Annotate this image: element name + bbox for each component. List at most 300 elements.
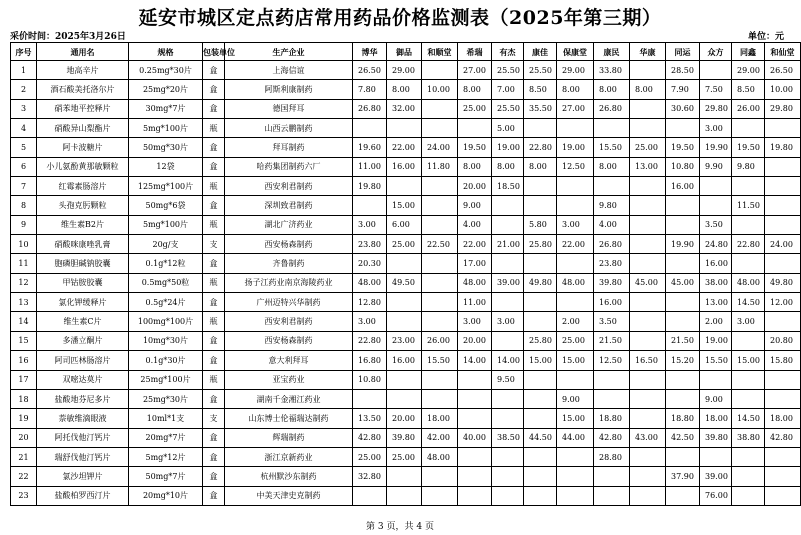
cell-price-kangjia: 25.50 <box>524 61 557 80</box>
cell-price-youjie: 9.50 <box>492 370 524 389</box>
cell-index: 22 <box>11 467 37 486</box>
cell-price-youjie <box>492 215 524 234</box>
cell-spec: 10ml*1支 <box>129 409 203 428</box>
cell-index: 14 <box>11 312 37 331</box>
cell-manufacturer: 山西云鹏制药 <box>225 119 353 138</box>
cell-price-tongyun: 30.60 <box>666 99 700 118</box>
cell-index: 20 <box>11 428 37 447</box>
cell-price-tongxin: 11.50 <box>732 196 765 215</box>
table-row <box>11 235 801 254</box>
cell-price-huakang <box>630 119 666 138</box>
cell-price-huakang <box>630 409 666 428</box>
cell-price-zhongfang <box>700 196 732 215</box>
cell-price-xirui: 4.00 <box>458 215 492 234</box>
cell-price-kangmin: 18.80 <box>594 409 630 428</box>
cell-spec: 50mg*30片 <box>129 138 203 157</box>
cell-price-yupin <box>387 177 422 196</box>
cell-pack-unit: 瓶 <box>203 177 225 196</box>
cell-price-tongyun: 45.00 <box>666 273 700 292</box>
cell-spec: 5mg*12片 <box>129 447 203 466</box>
cell-price-tongyun <box>666 486 700 505</box>
cell-price-tongxin <box>732 467 765 486</box>
cell-price-zhongfang: 24.80 <box>700 235 732 254</box>
table-row <box>11 389 801 408</box>
table-row <box>11 293 801 312</box>
col-header-store-zhongfang: 众方 <box>700 43 732 61</box>
cell-pack-unit: 瓶 <box>203 273 225 292</box>
cell-price-zhongfang: 3.50 <box>700 215 732 234</box>
cell-price-xirui <box>458 119 492 138</box>
cell-manufacturer: 哈药集团制药六厂 <box>225 157 353 176</box>
cell-price-hexiantang: 24.00 <box>765 235 801 254</box>
cell-spec: 25mg*100片 <box>129 370 203 389</box>
cell-price-youjie: 18.50 <box>492 177 524 196</box>
col-header-store-huakang: 华康 <box>630 43 666 61</box>
cell-price-baokangtang <box>557 370 594 389</box>
cell-spec: 25mg*30片 <box>129 389 203 408</box>
cell-price-baokangtang: 29.00 <box>557 61 594 80</box>
cell-index: 17 <box>11 370 37 389</box>
cell-price-kangmin: 42.80 <box>594 428 630 447</box>
cell-price-tongyun <box>666 254 700 273</box>
cell-price-kangmin: 12.50 <box>594 351 630 370</box>
cell-price-yupin: 16.00 <box>387 157 422 176</box>
cell-price-tongxin: 48.00 <box>732 273 765 292</box>
cell-price-heshuntang: 24.00 <box>422 138 458 157</box>
cell-price-kangjia: 49.80 <box>524 273 557 292</box>
cell-price-huakang <box>630 331 666 350</box>
cell-price-yupin <box>387 389 422 408</box>
cell-price-youjie: 5.00 <box>492 119 524 138</box>
cell-price-hexiantang: 10.00 <box>765 80 801 99</box>
cell-index: 11 <box>11 254 37 273</box>
cell-price-yupin: 22.00 <box>387 138 422 157</box>
col-header-store-yupin: 御品 <box>387 43 422 61</box>
cell-price-huakang <box>630 389 666 408</box>
cell-price-huakang <box>630 177 666 196</box>
cell-price-zhongfang: 39.00 <box>700 467 732 486</box>
cell-index: 1 <box>11 61 37 80</box>
cell-generic-name: 头孢克肟颗粒 <box>37 196 129 215</box>
cell-price-yupin: 8.00 <box>387 80 422 99</box>
cell-price-yupin <box>387 312 422 331</box>
cell-price-tongxin <box>732 177 765 196</box>
cell-price-baokangtang: 2.00 <box>557 312 594 331</box>
cell-price-kangjia: 8.50 <box>524 80 557 99</box>
cell-price-huakang: 16.50 <box>630 351 666 370</box>
cell-price-kangjia: 25.80 <box>524 235 557 254</box>
cell-price-zhongfang: 29.80 <box>700 99 732 118</box>
col-header-spec: 规格 <box>129 43 203 61</box>
cell-index: 12 <box>11 273 37 292</box>
cell-price-baokangtang <box>557 467 594 486</box>
cell-price-zhongfang: 39.80 <box>700 428 732 447</box>
cell-generic-name: 盐酸地芬尼多片 <box>37 389 129 408</box>
cell-price-kangmin <box>594 389 630 408</box>
cell-price-yupin: 16.00 <box>387 351 422 370</box>
cell-price-kangjia: 15.00 <box>524 351 557 370</box>
cell-pack-unit: 盒 <box>203 389 225 408</box>
col-header-store-baokangtang: 保康堂 <box>557 43 594 61</box>
cell-price-xirui: 20.00 <box>458 331 492 350</box>
cell-pack-unit: 支 <box>203 409 225 428</box>
cell-generic-name: 地高辛片 <box>37 61 129 80</box>
cell-index: 18 <box>11 389 37 408</box>
cell-price-yupin <box>387 119 422 138</box>
cell-price-baokangtang: 8.00 <box>557 80 594 99</box>
cell-price-xirui: 8.00 <box>458 80 492 99</box>
cell-price-xirui: 19.50 <box>458 138 492 157</box>
cell-price-yupin <box>387 467 422 486</box>
cell-price-bohua: 19.80 <box>353 177 387 196</box>
cell-pack-unit: 瓶 <box>203 119 225 138</box>
table-row <box>11 157 801 176</box>
cell-spec: 20g/支 <box>129 235 203 254</box>
cell-price-xirui <box>458 370 492 389</box>
cell-spec: 25mg*20片 <box>129 80 203 99</box>
cell-price-youjie: 3.00 <box>492 312 524 331</box>
cell-manufacturer: 辉瑞制药 <box>225 428 353 447</box>
cell-generic-name: 阿卡波糖片 <box>37 138 129 157</box>
cell-price-kangmin <box>594 370 630 389</box>
cell-price-youjie <box>492 254 524 273</box>
cell-price-kangmin: 33.80 <box>594 61 630 80</box>
cell-pack-unit: 盒 <box>203 254 225 273</box>
cell-price-bohua <box>353 119 387 138</box>
cell-price-zhongfang <box>700 177 732 196</box>
cell-price-kangjia <box>524 409 557 428</box>
cell-price-yupin: 25.00 <box>387 235 422 254</box>
cell-spec: 50mg*6袋 <box>129 196 203 215</box>
cell-price-kangmin: 21.50 <box>594 331 630 350</box>
cell-price-yupin: 32.00 <box>387 99 422 118</box>
cell-price-heshuntang <box>422 254 458 273</box>
cell-pack-unit: 盒 <box>203 293 225 312</box>
cell-price-bohua: 26.50 <box>353 61 387 80</box>
cell-generic-name: 氯化钾缓释片 <box>37 293 129 312</box>
cell-manufacturer: 意大利拜耳 <box>225 351 353 370</box>
cell-manufacturer: 拜耳制药 <box>225 138 353 157</box>
cell-price-tongyun: 7.90 <box>666 80 700 99</box>
cell-spec: 0.5g*24片 <box>129 293 203 312</box>
cell-price-youjie <box>492 196 524 215</box>
cell-price-kangmin: 23.80 <box>594 254 630 273</box>
cell-index: 23 <box>11 486 37 505</box>
cell-price-bohua: 22.80 <box>353 331 387 350</box>
cell-index: 2 <box>11 80 37 99</box>
cell-index: 5 <box>11 138 37 157</box>
cell-price-zhongfang: 38.00 <box>700 273 732 292</box>
cell-price-tongyun: 18.80 <box>666 409 700 428</box>
cell-price-youjie: 8.00 <box>492 157 524 176</box>
cell-index: 10 <box>11 235 37 254</box>
cell-price-xirui: 11.00 <box>458 293 492 312</box>
cell-price-tongxin: 3.00 <box>732 312 765 331</box>
cell-generic-name: 多潘立酮片 <box>37 331 129 350</box>
cell-price-kangmin: 28.80 <box>594 447 630 466</box>
cell-price-tongxin <box>732 331 765 350</box>
col-header-store-youjie: 有杰 <box>492 43 524 61</box>
table-row <box>11 215 801 234</box>
cell-price-kangjia <box>524 177 557 196</box>
cell-price-hexiantang <box>765 370 801 389</box>
cell-price-xirui: 9.00 <box>458 196 492 215</box>
table-header-row <box>11 43 801 61</box>
cell-price-zhongfang: 16.00 <box>700 254 732 273</box>
cell-price-tongxin <box>732 215 765 234</box>
page-title: 延安市城区定点药店常用药品价格监测表（2025年第三期） <box>138 7 662 29</box>
cell-price-bohua: 10.80 <box>353 370 387 389</box>
cell-index: 19 <box>11 409 37 428</box>
cell-spec: 50mg*7片 <box>129 467 203 486</box>
cell-price-bohua: 42.80 <box>353 428 387 447</box>
cell-price-bohua: 32.80 <box>353 467 387 486</box>
cell-price-heshuntang <box>422 61 458 80</box>
cell-price-bohua <box>353 389 387 408</box>
table-row <box>11 428 801 447</box>
cell-price-xirui <box>458 467 492 486</box>
cell-price-hexiantang <box>765 447 801 466</box>
cell-price-xirui: 8.00 <box>458 157 492 176</box>
cell-pack-unit: 瓶 <box>203 312 225 331</box>
cell-price-kangjia: 5.80 <box>524 215 557 234</box>
cell-price-bohua: 48.00 <box>353 273 387 292</box>
cell-index: 6 <box>11 157 37 176</box>
cell-price-zhongfang: 19.00 <box>700 331 732 350</box>
cell-price-huakang <box>630 293 666 312</box>
cell-price-tongyun <box>666 447 700 466</box>
cell-price-huakang <box>630 447 666 466</box>
cell-price-youjie <box>492 447 524 466</box>
cell-pack-unit: 盒 <box>203 196 225 215</box>
cell-price-hexiantang: 26.50 <box>765 61 801 80</box>
cell-price-hexiantang: 12.00 <box>765 293 801 312</box>
cell-generic-name: 红霉素肠溶片 <box>37 177 129 196</box>
cell-price-tongxin <box>732 389 765 408</box>
cell-pack-unit: 盒 <box>203 80 225 99</box>
table-row <box>11 312 801 331</box>
cell-price-hexiantang <box>765 389 801 408</box>
cell-price-bohua: 7.80 <box>353 80 387 99</box>
col-header-store-kangmin: 康民 <box>594 43 630 61</box>
cell-price-tongyun: 15.20 <box>666 351 700 370</box>
cell-price-huakang <box>630 467 666 486</box>
cell-price-tongyun: 42.50 <box>666 428 700 447</box>
cell-price-youjie <box>492 293 524 312</box>
cell-price-kangmin <box>594 119 630 138</box>
table-row <box>11 273 801 292</box>
cell-price-bohua: 16.80 <box>353 351 387 370</box>
cell-price-huakang <box>630 486 666 505</box>
cell-price-kangmin: 16.00 <box>594 293 630 312</box>
cell-generic-name: 硝苯地平控释片 <box>37 99 129 118</box>
col-header-index: 序号 <box>11 43 37 61</box>
cell-price-yupin <box>387 370 422 389</box>
table-row <box>11 467 801 486</box>
cell-pack-unit: 盒 <box>203 157 225 176</box>
cell-price-baokangtang: 9.00 <box>557 389 594 408</box>
cell-price-youjie: 7.00 <box>492 80 524 99</box>
cell-index: 21 <box>11 447 37 466</box>
cell-manufacturer: 扬子江药业南京海陵药业 <box>225 273 353 292</box>
cell-price-tongyun: 28.50 <box>666 61 700 80</box>
cell-manufacturer: 广州迈特兴华制药 <box>225 293 353 312</box>
cell-index: 13 <box>11 293 37 312</box>
cell-price-xirui <box>458 409 492 428</box>
cell-price-heshuntang <box>422 196 458 215</box>
cell-price-yupin: 49.50 <box>387 273 422 292</box>
cell-pack-unit: 盒 <box>203 138 225 157</box>
cell-price-huakang <box>630 99 666 118</box>
cell-price-youjie: 21.00 <box>492 235 524 254</box>
cell-manufacturer: 湖南千金湘江药业 <box>225 389 353 408</box>
cell-price-tongyun <box>666 215 700 234</box>
cell-price-kangjia <box>524 312 557 331</box>
cell-manufacturer: 中美天津史克制药 <box>225 486 353 505</box>
cell-manufacturer: 西安杨森制药 <box>225 331 353 350</box>
col-header-store-bohua: 博华 <box>353 43 387 61</box>
cell-price-tongyun <box>666 196 700 215</box>
cell-generic-name: 阿托伐他汀钙片 <box>37 428 129 447</box>
cell-price-xirui: 22.00 <box>458 235 492 254</box>
cell-price-youjie <box>492 389 524 408</box>
cell-price-baokangtang: 19.00 <box>557 138 594 157</box>
cell-price-bohua <box>353 486 387 505</box>
cell-price-bohua: 3.00 <box>353 215 387 234</box>
cell-price-hexiantang: 15.80 <box>765 351 801 370</box>
table-row <box>11 370 801 389</box>
cell-price-kangmin <box>594 486 630 505</box>
cell-price-kangmin: 3.50 <box>594 312 630 331</box>
cell-price-xirui: 40.00 <box>458 428 492 447</box>
cell-price-baokangtang <box>557 447 594 466</box>
table-row <box>11 119 801 138</box>
cell-price-zhongfang: 3.00 <box>700 119 732 138</box>
table-row <box>11 331 801 350</box>
cell-price-tongyun: 19.90 <box>666 235 700 254</box>
cell-generic-name: 氯沙坦钾片 <box>37 467 129 486</box>
cell-price-kangmin: 9.80 <box>594 196 630 215</box>
cell-price-kangjia <box>524 447 557 466</box>
cell-price-youjie: 38.50 <box>492 428 524 447</box>
table-row <box>11 351 801 370</box>
cell-price-youjie <box>492 331 524 350</box>
cell-price-hexiantang <box>765 215 801 234</box>
cell-manufacturer: 杭州默沙东制药 <box>225 467 353 486</box>
cell-price-heshuntang: 26.00 <box>422 331 458 350</box>
table-row <box>11 138 801 157</box>
cell-price-kangmin: 26.80 <box>594 235 630 254</box>
cell-price-hexiantang: 49.80 <box>765 273 801 292</box>
cell-price-heshuntang <box>422 119 458 138</box>
cell-price-tongxin: 14.50 <box>732 409 765 428</box>
cell-price-bohua: 23.80 <box>353 235 387 254</box>
cell-price-tongxin: 14.50 <box>732 293 765 312</box>
cell-index: 3 <box>11 99 37 118</box>
cell-generic-name: 甲钴胺胶囊 <box>37 273 129 292</box>
cell-pack-unit: 盒 <box>203 428 225 447</box>
cell-price-tongxin: 8.50 <box>732 80 765 99</box>
cell-price-yupin: 29.00 <box>387 61 422 80</box>
cell-price-kangjia <box>524 467 557 486</box>
cell-manufacturer: 上海信谊 <box>225 61 353 80</box>
cell-price-zhongfang: 13.00 <box>700 293 732 312</box>
table-row <box>11 447 801 466</box>
cell-price-tongxin <box>732 447 765 466</box>
cell-price-hexiantang <box>765 177 801 196</box>
cell-spec: 0.25mg*30片 <box>129 61 203 80</box>
cell-price-zhongfang: 9.90 <box>700 157 732 176</box>
cell-manufacturer: 德国拜耳 <box>225 99 353 118</box>
cell-price-tongxin <box>732 254 765 273</box>
cell-pack-unit: 盒 <box>203 99 225 118</box>
cell-price-tongyun: 19.50 <box>666 138 700 157</box>
cell-price-heshuntang: 22.50 <box>422 235 458 254</box>
cell-price-tongxin <box>732 486 765 505</box>
cell-price-huakang <box>630 196 666 215</box>
cell-spec: 20mg*7片 <box>129 428 203 447</box>
cell-price-youjie: 25.50 <box>492 99 524 118</box>
cell-price-kangjia: 8.00 <box>524 157 557 176</box>
table-row <box>11 409 801 428</box>
cell-price-tongxin: 19.50 <box>732 138 765 157</box>
cell-price-kangmin: 39.80 <box>594 273 630 292</box>
cell-price-kangjia <box>524 119 557 138</box>
cell-price-youjie: 14.00 <box>492 351 524 370</box>
cell-price-tongxin: 9.80 <box>732 157 765 176</box>
table-row <box>11 254 801 273</box>
cell-price-tongxin: 26.00 <box>732 99 765 118</box>
cell-price-tongyun <box>666 119 700 138</box>
cell-price-xirui <box>458 389 492 408</box>
cell-price-kangjia <box>524 486 557 505</box>
cell-price-tongxin: 29.00 <box>732 61 765 80</box>
cell-price-kangmin: 26.80 <box>594 99 630 118</box>
cell-index: 4 <box>11 119 37 138</box>
col-header-store-hexiantang: 和仙堂 <box>765 43 801 61</box>
cell-price-kangjia: 25.80 <box>524 331 557 350</box>
cell-price-xirui: 20.00 <box>458 177 492 196</box>
cell-price-bohua: 3.00 <box>353 312 387 331</box>
cell-spec: 0.1g*12粒 <box>129 254 203 273</box>
cell-price-yupin: 23.00 <box>387 331 422 350</box>
cell-price-kangjia <box>524 293 557 312</box>
cell-price-huakang: 45.00 <box>630 273 666 292</box>
cell-index: 15 <box>11 331 37 350</box>
cell-price-hexiantang: 18.00 <box>765 409 801 428</box>
cell-price-xirui: 48.00 <box>458 273 492 292</box>
cell-price-huakang: 43.00 <box>630 428 666 447</box>
cell-price-hexiantang <box>765 467 801 486</box>
col-header-store-tongxin: 同鑫 <box>732 43 765 61</box>
page-footer: 第 3 页，共 4 页 <box>366 522 434 532</box>
cell-generic-name: 盐酸柏罗西汀片 <box>37 486 129 505</box>
cell-price-kangmin <box>594 177 630 196</box>
cell-manufacturer: 西安利君制药 <box>225 312 353 331</box>
cell-manufacturer: 阿斯利康制药 <box>225 80 353 99</box>
cell-price-bohua: 26.80 <box>353 99 387 118</box>
cell-price-xirui: 3.00 <box>458 312 492 331</box>
cell-generic-name: 酒石酸美托洛尔片 <box>37 80 129 99</box>
cell-price-tongyun: 10.80 <box>666 157 700 176</box>
cell-price-heshuntang: 15.50 <box>422 351 458 370</box>
cell-price-tongyun: 16.00 <box>666 177 700 196</box>
cell-spec: 30mg*7片 <box>129 99 203 118</box>
cell-price-baokangtang: 27.00 <box>557 99 594 118</box>
cell-price-kangmin: 8.00 <box>594 80 630 99</box>
cell-pack-unit: 盒 <box>203 351 225 370</box>
cell-spec: 12袋 <box>129 157 203 176</box>
